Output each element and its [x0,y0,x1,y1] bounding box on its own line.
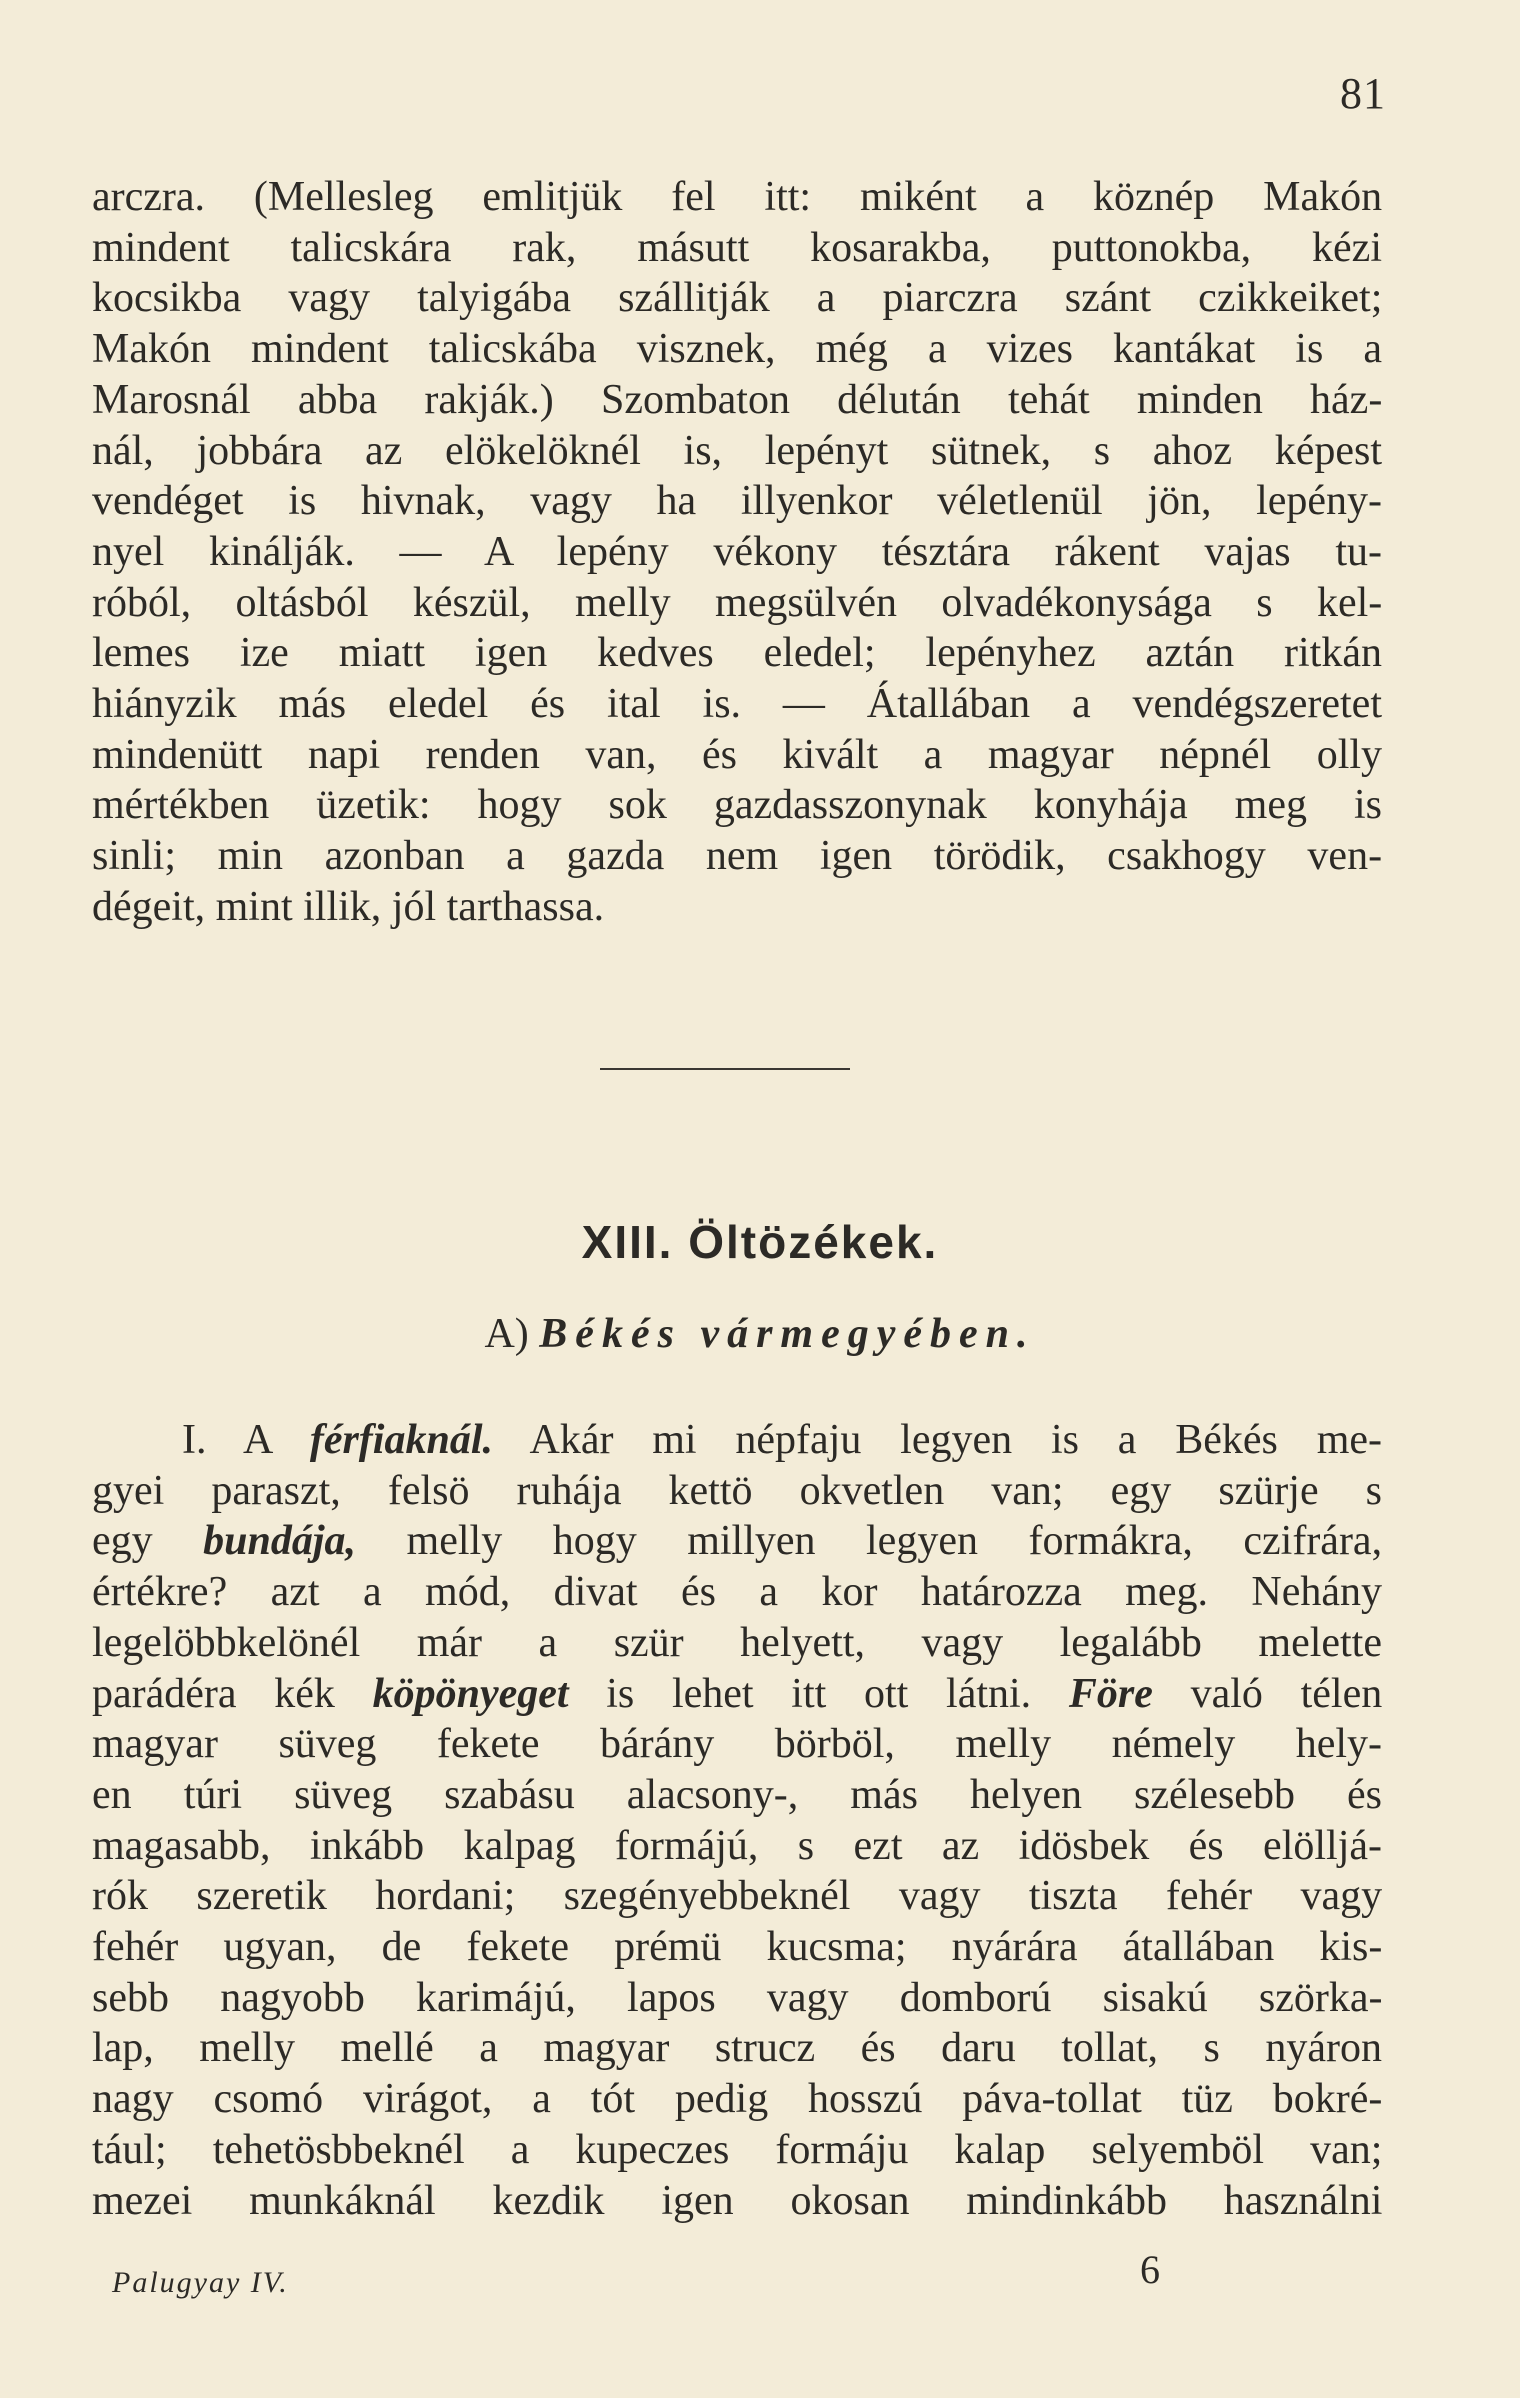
text-line: gyei paraszt, felsö ruhája kettö okvetlen van; egy szürje s [92,1467,1382,1514]
text-line: en túri süveg szabásu alacsony-, más helyen szélesebb és [92,1771,1382,1818]
text-line: legelöbbkelönél már a szür helyett, vagy legalább melette [92,1619,1382,1666]
text-fragment: Akár mi népfaju legyen is a Békés me- [492,1417,1382,1463]
paragraph-2 [92,1415,1382,2226]
subtitle-text: Békés vármegyében. [539,1311,1036,1357]
text-line: dégeit, mint illik, jól tarthassa. [92,883,605,930]
text-line: fehér ugyan, de fekete prémü kucsma; nyárára átallában kis- [92,1924,1383,1971]
text-line: mértékben üzetik: hogy sok gazdasszonynak konyhája meg is [92,782,1382,829]
emphasis-text: bundája, [203,1518,357,1565]
section-divider [600,1068,850,1070]
text-line: sebb nagyobb karimájú, lapos vagy domború sisakú szörka- [92,1974,1383,2021]
text-line: lemes ize miatt igen kedves eledel; lepényhez aztán ritkán [92,630,1382,677]
text-line: magasabb, inkább kalpag formájú, s ezt az idösbek és elölljá- [92,1822,1382,1869]
section-subtitle [0,1310,1520,1358]
text-line: vendéget is hivnak, vagy ha illyenkor véletlenül jön, lepény- [92,478,1383,525]
text-line: sinli; min azonban a gazda nem igen törödik, csakhogy ven- [92,833,1383,880]
text-fragment: melly hogy millyen legyen formákra, czifrára, [356,1518,1383,1565]
emphasis-text: férfiaknál. [309,1417,493,1463]
text-fragment: I. A [182,1417,310,1463]
text-line: mezei munkáknál kezdik igen okosan mindinkább használni [92,2177,1383,2224]
text-line: arczra. (Mellesleg emlitjük fel itt: miként a köznép Makón [92,174,1383,220]
subtitle-prefix: A) [484,1311,529,1357]
text-line: lap, melly mellé a magyar strucz és daru tollat, s nyáron [92,2025,1383,2072]
text-line: nagy csomó virágot, a tót pedig hosszú páva-tollat tüz bokré- [92,2076,1383,2123]
paragraph-1 [92,172,1382,933]
text-line: magyar süveg fekete bárány börböl, melly némely hely- [92,1721,1382,1768]
text-line: mindenütt napi renden van, és kivált a magyar népnél olly [92,731,1383,778]
text-fragment: egy [92,1518,204,1565]
sheet-number: 6 [1140,2247,1160,2292]
text-line: hiányzik más eledel és ital is. — Átallában a vendégszeretet [92,681,1382,728]
emphasis-text: Före [1068,1670,1153,1717]
text-line: kocsikba vagy talyigába szállitják a piarczra szánt czikkeiket; [92,275,1383,322]
text-line [92,1516,1382,1567]
text-line [92,1669,1382,1720]
text-line: mindent talicskára rak, másutt kosarakba, puttonokba, kézi [92,224,1382,271]
text-line: Makón mindent talicskába visznek, még a vizes kantákat is a [92,326,1383,373]
text-line: rók szeretik hordani; szegényebbeknél vagy tiszta fehér vagy [92,1873,1383,1920]
emphasis-text: köpönyeget [372,1670,569,1717]
page-number: 81 [1340,69,1386,118]
text-line: értékre? azt a mód, divat és a kor határozza meg. Nehány [92,1569,1382,1616]
text-line: róból, oltásból készül, melly megsülvén olvadékonysága s kel- [92,579,1383,626]
text-line: nyel kinálják. — A lepény vékony tésztára rákent vajas tu- [92,528,1383,575]
text-line: nál, jobbára az elökelöknél is, lepényt sütnek, s ahoz képest [92,427,1382,474]
text-fragment: való télen [1152,1670,1383,1717]
text-line: tául; tehetösbbeknél a kupeczes formáju kalap selyemböl van; [92,2126,1383,2173]
text-line: Marosnál abba rakják.) Szombaton délután tehát minden ház- [92,376,1383,423]
printer-signature: Palugyay IV. [112,2266,289,2299]
text-line [92,1415,1382,1466]
text-fragment: is lehet itt ott látni. [568,1670,1069,1717]
chapter-title: XIII. Öltözékek. [581,1216,939,1268]
text-fragment: parádéra kék [92,1670,373,1717]
